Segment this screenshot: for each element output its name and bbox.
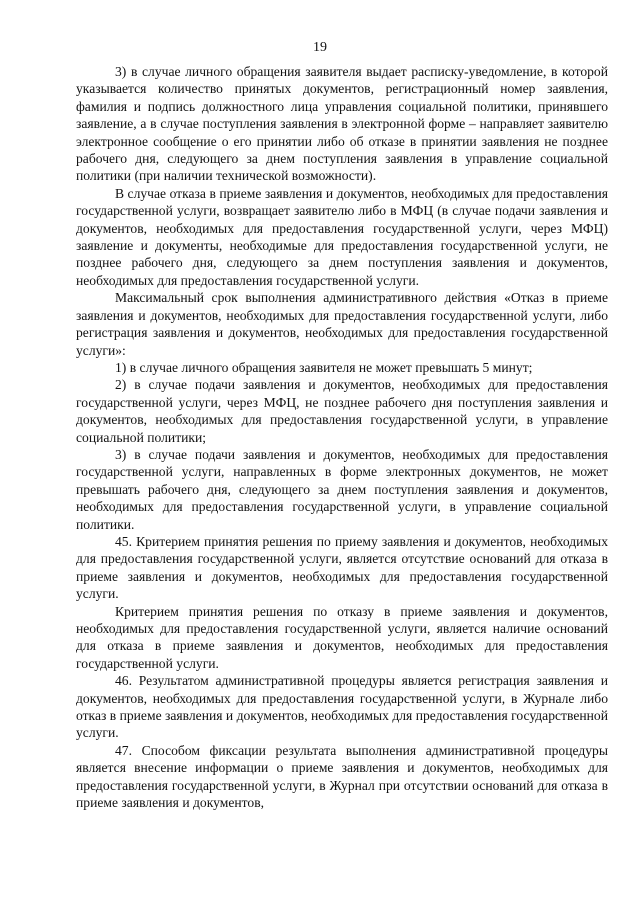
paragraph-refusal-criterion: Критерием принятия решения по отказу в приеме заявления и документов, необходимых для предоставления государственной услуги, является наличие оснований для отказа в приеме заявления и документов, необходимых для предоставления государственной услуги. <box>76 603 608 671</box>
paragraph-45-acceptance-criterion: 45. Критерием принятия решения по приему заявления и документов, необходимых для предоставления государственной услуги, является отсутствие оснований для отказа в приеме заявления и документов, необходимых для предоставления государственной услуги. <box>76 533 608 602</box>
page-number: 19 <box>313 40 327 55</box>
paragraph-duration-2: 2) в случае подачи заявления и документов, необходимых для предоставления государственной услуги, через МФЦ, не позднее рабочего дня поступления заявления и документов, необходимых для предоставления государственной услуги, в управление социальной политики; <box>76 377 608 445</box>
paragraph-47-fixation: 47. Способом фиксации результата выполнения административной процедуры является внесение информации о приеме заявления и документов, необходимых для предоставления государственной услуги, в Журнал при отсутствии оснований для отказа в приеме заявления и документов, <box>76 742 608 811</box>
paragraph-item-3-receipt: 3) в случае личного обращения заявителя выдает расписку-уведомление, в которой указывается количество принятых документов, регистрационный номер заявления, фамилия и подпись должностного лица управления социальной политики, принявшего заявление, а в случае поступления заявления в электронной форме – направляет заявителю электронное сообщение о его принятии либо об отказе в принятии заявления не позднее рабочего дня, следующего за днем поступления заявления в управление социальной политики (при наличии технической возможности). <box>76 64 608 184</box>
document-body <box>76 63 608 811</box>
paragraph-refusal-return: В случае отказа в приеме заявления и документов, необходимых для предоставления государственной услуги, возвращает заявителю либо в МФЦ (в случае подачи заявления и документов, необходимых для предоставления государственной услуги, через МФЦ) заявление и документы, необходимые для предоставления государственной услуги, не позднее рабочего дня, следующего за днем поступления заявления и документов, необходимых для предоставления государственной услуги. <box>76 185 608 288</box>
paragraph-max-duration: Максимальный срок выполнения административного действия «Отказ в приеме заявления и документов, необходимых для предоставления государственной услуги, либо регистрация заявления и документов, необходимых для предоставления государственной услуги»: <box>76 290 608 358</box>
paragraph-46-result: 46. Результатом административной процедуры является регистрация заявления и документов, необходимых для предоставления государственной услуги, в Журнале либо отказ в приеме заявления и документов, необходимых для предоставления государственной услуги. <box>76 673 608 741</box>
paragraph-duration-1: 1) в случае личного обращения заявителя не может превышать 5 минут; <box>115 359 533 375</box>
paragraph-duration-3: 3) в случае подачи заявления и документов, необходимых для предоставления государственной услуги, направленных в форме электронных документов, не может превышать рабочего дня, следующего за днем поступления заявления и документов, необходимых для предоставления государственной услуги, в управление социальной политики. <box>76 446 608 532</box>
